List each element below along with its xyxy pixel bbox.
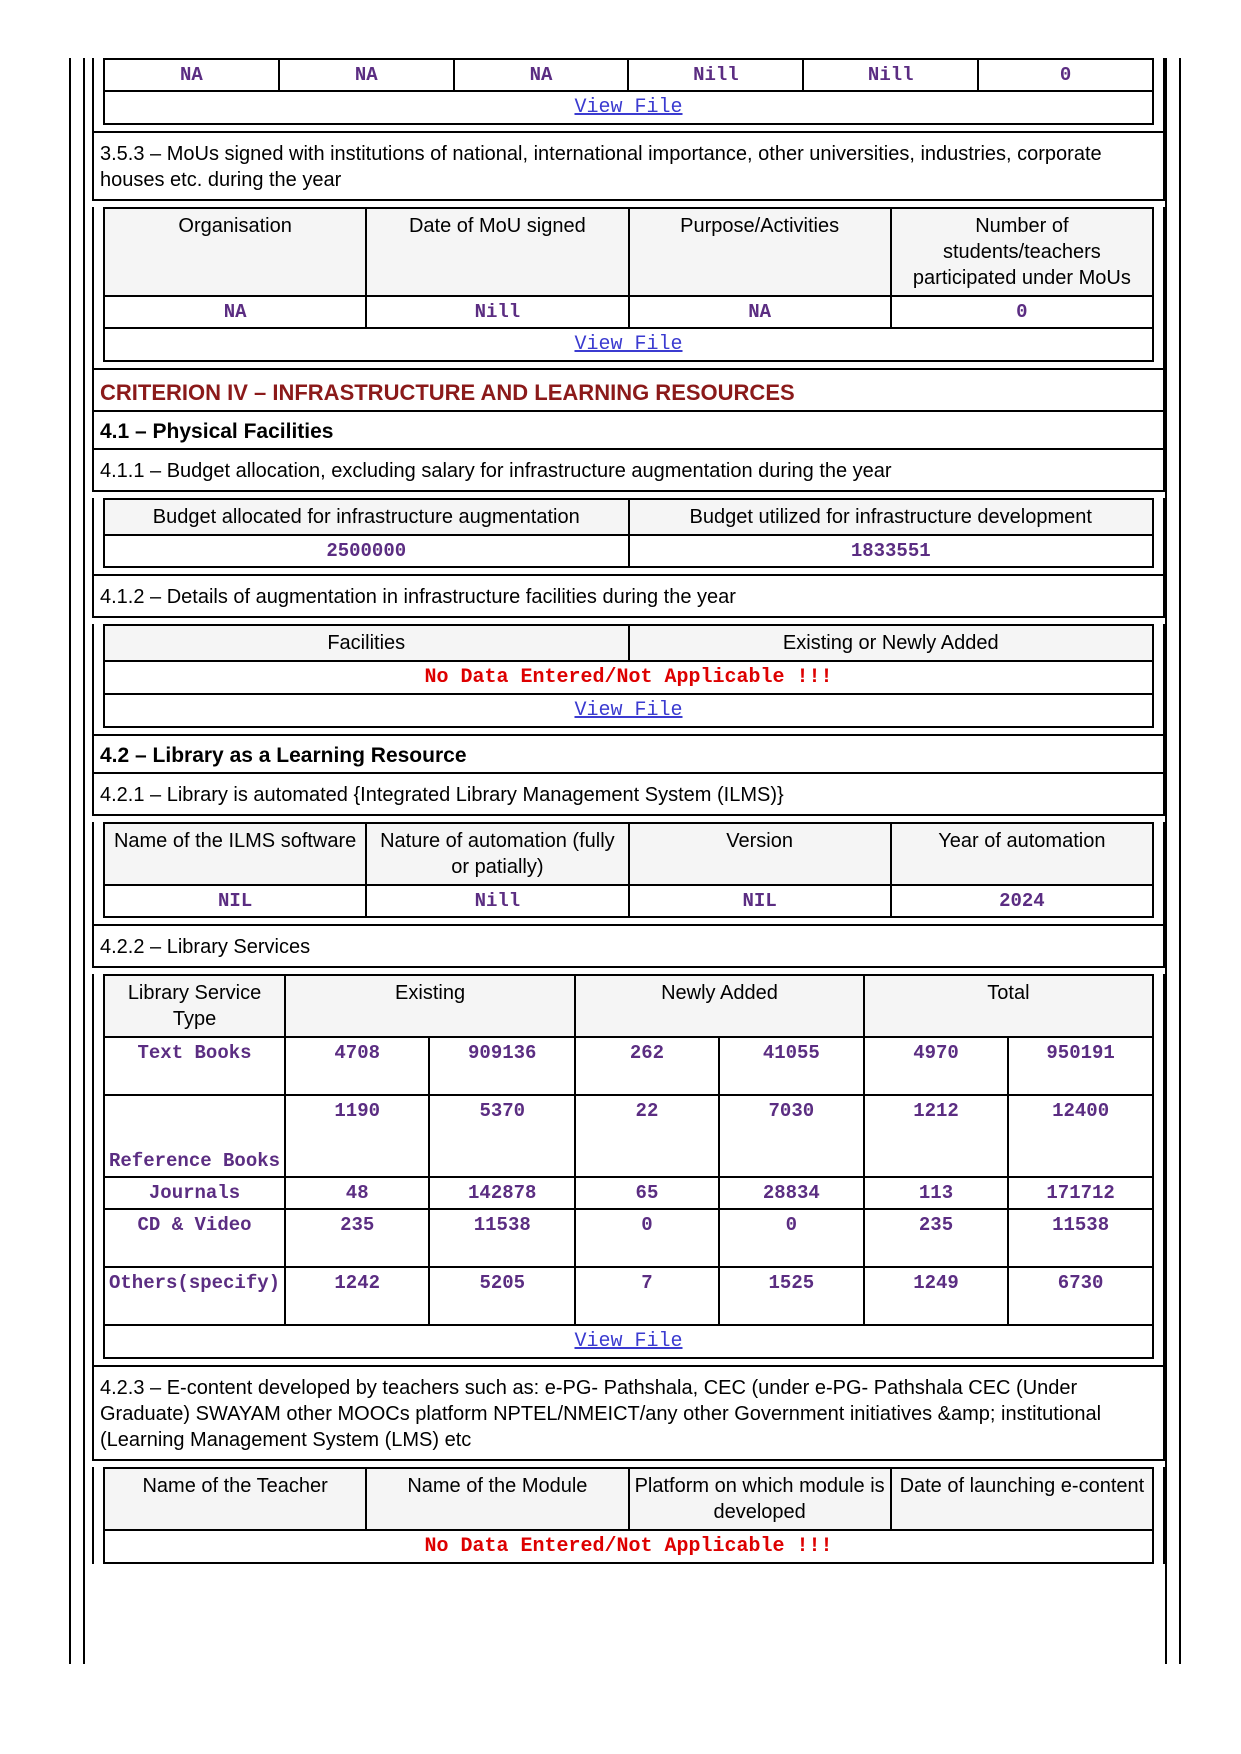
table-cell: 950191 bbox=[1008, 1037, 1153, 1095]
e-content-table bbox=[103, 1467, 1154, 1564]
table-cell: NA bbox=[454, 59, 629, 91]
facilities-table bbox=[103, 624, 1154, 728]
table-header-row bbox=[104, 625, 1153, 661]
section-4-2-band bbox=[92, 736, 1165, 774]
table-cell: 5205 bbox=[429, 1267, 575, 1325]
service-type-cell: Others(specify) bbox=[104, 1267, 285, 1325]
table-cell: 1249 bbox=[864, 1267, 1008, 1325]
table-cell: 2500000 bbox=[104, 535, 629, 567]
column-header: Name of the Teacher bbox=[104, 1468, 366, 1530]
table-cell: Nill bbox=[366, 296, 628, 328]
service-type-cell: Text Books bbox=[104, 1037, 285, 1095]
column-header: Library Service Type bbox=[104, 975, 285, 1037]
column-header: Date of launching e-content bbox=[891, 1468, 1153, 1530]
view-file-link[interactable]: View File bbox=[574, 699, 683, 722]
criterion-heading-band bbox=[92, 370, 1165, 412]
table-cell: 22 bbox=[575, 1095, 719, 1177]
table-row bbox=[104, 59, 1153, 91]
table-row bbox=[104, 296, 1153, 328]
table-row bbox=[104, 885, 1153, 917]
column-header: Nature of automation (fully or patially) bbox=[366, 823, 628, 885]
column-header: Date of MoU signed bbox=[366, 208, 628, 296]
table-cell: 1242 bbox=[285, 1267, 429, 1325]
table-cell: 0 bbox=[978, 59, 1153, 91]
table-row bbox=[104, 1177, 1153, 1209]
column-header: Name of the Module bbox=[366, 1468, 628, 1530]
top-section bbox=[92, 58, 1165, 133]
section-title: 4.1.2 – Details of augmentation in infrastructure facilities during the year bbox=[100, 586, 736, 608]
table-cell: 7030 bbox=[719, 1095, 864, 1177]
table-cell: NIL bbox=[104, 885, 366, 917]
table-cell: 1833551 bbox=[629, 535, 1154, 567]
service-type-cell: Reference Books bbox=[104, 1095, 285, 1177]
column-header: Purpose/Activities bbox=[629, 208, 891, 296]
table-cell: 1190 bbox=[285, 1095, 429, 1177]
top-table bbox=[103, 58, 1154, 125]
table-cell: NA bbox=[629, 296, 891, 328]
view-file-link[interactable]: View File bbox=[574, 1330, 683, 1353]
table-cell: 7 bbox=[575, 1267, 719, 1325]
section-4-2-2-table-wrap bbox=[92, 974, 1165, 1367]
table-header-row bbox=[104, 823, 1153, 885]
column-header: Total bbox=[864, 975, 1153, 1037]
view-file-cell bbox=[104, 328, 1153, 361]
table-cell: 5370 bbox=[429, 1095, 575, 1177]
column-header: Existing or Newly Added bbox=[629, 625, 1154, 661]
table-cell: 11538 bbox=[1008, 1209, 1153, 1267]
page-border-right-outer bbox=[1179, 58, 1181, 1664]
table-cell: 235 bbox=[285, 1209, 429, 1267]
page-border-left-inner bbox=[83, 58, 85, 1664]
column-header: Platform on which module is developed bbox=[629, 1468, 891, 1530]
table-header-row bbox=[104, 975, 1153, 1037]
view-file-cell bbox=[104, 694, 1153, 727]
column-header: Organisation bbox=[104, 208, 366, 296]
service-type-cell: Journals bbox=[104, 1177, 285, 1209]
column-header: Name of the ILMS software bbox=[104, 823, 366, 885]
mou-table bbox=[103, 207, 1154, 362]
table-row bbox=[104, 535, 1153, 567]
table-header-row bbox=[104, 499, 1153, 535]
table-cell: Nill bbox=[366, 885, 628, 917]
table-cell: 48 bbox=[285, 1177, 429, 1209]
no-data-message: No Data Entered/Not Applicable !!! bbox=[104, 661, 1153, 694]
table-cell: 1525 bbox=[719, 1267, 864, 1325]
column-header: Budget allocated for infrastructure augmentation bbox=[104, 499, 629, 535]
section-4-1-2-table-wrap bbox=[92, 624, 1165, 736]
criterion-heading: CRITERION IV – INFRASTRUCTURE AND LEARNING RESOURCES bbox=[100, 380, 795, 405]
column-header: Budget utilized for infrastructure development bbox=[629, 499, 1154, 535]
table-cell: 28834 bbox=[719, 1177, 864, 1209]
table-cell: 4708 bbox=[285, 1037, 429, 1095]
table-cell: 65 bbox=[575, 1177, 719, 1209]
table-cell: NA bbox=[279, 59, 454, 91]
table-row bbox=[104, 661, 1153, 694]
table-row bbox=[104, 1037, 1153, 1095]
view-file-link[interactable]: View File bbox=[574, 96, 683, 119]
table-cell: 6730 bbox=[1008, 1267, 1153, 1325]
section-title: 4.1.1 – Budget allocation, excluding salary for infrastructure augmentation during the year bbox=[100, 460, 892, 482]
table-cell: 4970 bbox=[864, 1037, 1008, 1095]
table-header-row bbox=[104, 1468, 1153, 1530]
table-cell: NA bbox=[104, 59, 279, 91]
column-header: Year of automation bbox=[891, 823, 1153, 885]
table-cell: 1212 bbox=[864, 1095, 1008, 1177]
table-cell: 41055 bbox=[719, 1037, 864, 1095]
section-title: 4.2.1 – Library is automated {Integrated Library Management System (ILMS)} bbox=[100, 784, 784, 806]
section-4-1-band bbox=[92, 412, 1165, 450]
table-cell: NIL bbox=[629, 885, 891, 917]
service-type-cell: CD & Video bbox=[104, 1209, 285, 1267]
section-title: 4.2.3 – E-content developed by teachers such as: e-PG- Pathshala, CEC (under e-PG- Pathshala CEC (Under Graduate) SWAYAM other MOOCs platform NPTEL/NMEICT/any other Government initiatives &amp; institutional (Learning Management System (LMS) etc bbox=[100, 1377, 1102, 1451]
column-header: Number of students/teachers participated under MoUs bbox=[891, 208, 1153, 296]
table-cell: Nill bbox=[803, 59, 978, 91]
table-row bbox=[104, 1095, 1153, 1177]
section-heading: 4.2 – Library as a Learning Resource bbox=[100, 744, 467, 767]
section-4-2-1-table-wrap bbox=[92, 822, 1165, 926]
table-cell: 12400 bbox=[1008, 1095, 1153, 1177]
section-4-1-2-title bbox=[92, 576, 1165, 618]
report-content bbox=[92, 0, 1165, 1570]
table-cell: Nill bbox=[628, 59, 803, 91]
table-cell: 2024 bbox=[891, 885, 1153, 917]
view-file-cell bbox=[104, 91, 1153, 124]
ilms-table bbox=[103, 822, 1154, 918]
table-cell: 113 bbox=[864, 1177, 1008, 1209]
no-data-message: No Data Entered/Not Applicable !!! bbox=[104, 1530, 1153, 1563]
section-heading: 4.1 – Physical Facilities bbox=[100, 420, 334, 443]
section-title: 3.5.3 – MoUs signed with institutions of national, international importance, other universities, industries, corporate houses etc. during the year bbox=[100, 143, 1102, 191]
budget-table bbox=[103, 498, 1154, 568]
view-file-cell bbox=[104, 1325, 1153, 1358]
table-cell: 0 bbox=[891, 296, 1153, 328]
section-4-1-1-title bbox=[92, 450, 1165, 492]
table-row bbox=[104, 1209, 1153, 1267]
column-header: Existing bbox=[285, 975, 575, 1037]
page-border-left-outer bbox=[69, 58, 71, 1664]
library-services-table bbox=[103, 974, 1154, 1359]
table-cell: 11538 bbox=[429, 1209, 575, 1267]
column-header: Version bbox=[629, 823, 891, 885]
page-border-right-inner bbox=[1165, 58, 1167, 1664]
table-cell: 171712 bbox=[1008, 1177, 1153, 1209]
section-4-2-3-title bbox=[92, 1367, 1165, 1461]
table-row bbox=[104, 1530, 1153, 1563]
section-4-2-2-title bbox=[92, 926, 1165, 968]
table-cell: 142878 bbox=[429, 1177, 575, 1209]
section-3-5-3-table-wrap bbox=[92, 207, 1165, 370]
table-row bbox=[104, 91, 1153, 124]
table-cell: 262 bbox=[575, 1037, 719, 1095]
table-cell: NA bbox=[104, 296, 366, 328]
table-cell: 0 bbox=[719, 1209, 864, 1267]
column-header: Facilities bbox=[104, 625, 629, 661]
section-4-2-1-title bbox=[92, 774, 1165, 816]
table-header-row bbox=[104, 208, 1153, 296]
table-row bbox=[104, 1267, 1153, 1325]
section-3-5-3-title bbox=[92, 133, 1165, 201]
table-row bbox=[104, 1325, 1153, 1358]
table-cell: 909136 bbox=[429, 1037, 575, 1095]
section-title: 4.2.2 – Library Services bbox=[100, 936, 311, 958]
table-cell: 0 bbox=[575, 1209, 719, 1267]
view-file-link[interactable]: View File bbox=[574, 333, 683, 356]
table-cell: 235 bbox=[864, 1209, 1008, 1267]
section-4-2-3-table-wrap bbox=[92, 1467, 1165, 1564]
column-header: Newly Added bbox=[575, 975, 864, 1037]
table-row bbox=[104, 694, 1153, 727]
section-4-1-1-table-wrap bbox=[92, 498, 1165, 576]
table-row bbox=[104, 328, 1153, 361]
